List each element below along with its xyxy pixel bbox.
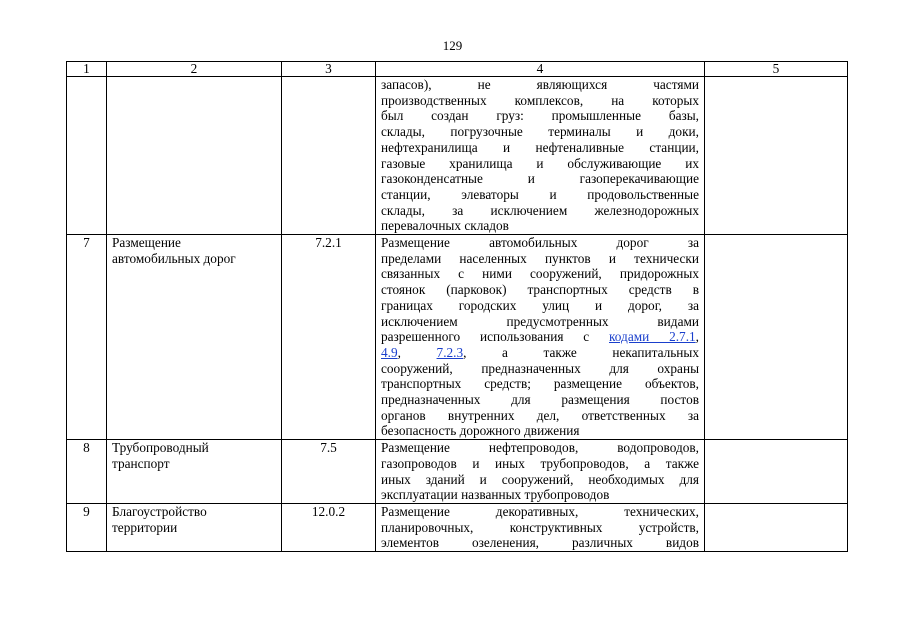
description-line: Размещение автомобильных дорог за <box>381 235 699 251</box>
column-header-4: 4 <box>376 62 705 77</box>
row-name <box>107 77 282 235</box>
row-name <box>107 440 282 504</box>
name-line: Трубопроводный <box>112 440 209 456</box>
link-code-4-9[interactable]: 4.9 <box>381 344 398 360</box>
name-line: автомобильных дорог <box>112 250 236 266</box>
description-line: газовые хранилища и обслуживающие их <box>381 155 699 171</box>
description-line: склады, погрузочные терминалы и доки, <box>381 124 699 140</box>
table-row <box>67 235 848 440</box>
description-line: производственных комплексов, на которых <box>381 92 699 108</box>
description-line: предназначенных для размещения постов <box>381 392 699 408</box>
description-line: запасов), не являющихся частями <box>381 77 699 92</box>
name-line: Размещение <box>112 235 181 251</box>
row-description <box>376 77 705 235</box>
description-line: станции, элеваторы и продовольственные <box>381 186 699 202</box>
name-line: Благоустройство <box>112 503 207 519</box>
table-row <box>67 503 848 551</box>
description-text: , а также некапитальных <box>463 344 699 360</box>
description-line: сооружений, предназначенных для охраны <box>381 360 699 376</box>
description-line: органов внутренних дел, ответственных за <box>381 407 699 423</box>
name-line: территории <box>112 519 178 535</box>
row-code: 12.0.2 <box>282 503 376 551</box>
description-line: связанных с ними сооружений, придорожных <box>381 266 699 282</box>
description-line: исключением предусмотренных видами <box>381 313 699 329</box>
row-note <box>705 440 848 504</box>
description-line <box>381 345 699 361</box>
table-header-row <box>67 62 848 77</box>
table-row <box>67 440 848 504</box>
row-note <box>705 77 848 235</box>
link-code-7-2-3[interactable]: 7.2.3 <box>436 344 464 360</box>
description-line: перевалочных складов <box>381 218 509 234</box>
row-code <box>282 77 376 235</box>
page-number: 129 <box>442 38 463 53</box>
row-number: 8 <box>67 440 107 504</box>
description-line: газоконденсатные и газоперекачивающие <box>381 171 699 187</box>
column-header-2: 2 <box>107 62 282 77</box>
description-line: Размещение декоративных, технических, <box>381 503 699 519</box>
description-line <box>381 329 699 345</box>
description-line: склады, за исключением железнодорожных <box>381 202 699 218</box>
row-description <box>376 503 705 551</box>
comma: , <box>397 344 401 360</box>
column-header-3: 3 <box>282 62 376 77</box>
land-use-table <box>66 61 848 552</box>
row-number: 7 <box>67 235 107 440</box>
row-code: 7.5 <box>282 440 376 504</box>
description-line: элементов озеленения, различных видов <box>381 535 699 551</box>
description-line: пределами населенных пунктов и технически <box>381 250 699 266</box>
description-line: планировочных, конструктивных устройств, <box>381 519 699 535</box>
description-line: газопроводов и иных трубопроводов, а также <box>381 455 699 471</box>
column-header-1: 1 <box>67 62 107 77</box>
description-line: границах городских улиц и дорог, за <box>381 297 699 313</box>
column-header-5: 5 <box>705 62 848 77</box>
description-line: стоянок (парковок) транспортных средств в <box>381 282 699 298</box>
row-name <box>107 503 282 551</box>
row-note <box>705 235 848 440</box>
table-row <box>67 77 848 235</box>
row-name <box>107 235 282 440</box>
description-line: транспортных средств; размещение объектов, <box>381 376 699 392</box>
row-description <box>376 440 705 504</box>
description-line: нефтехранилища и нефтеналивные станции, <box>381 139 699 155</box>
row-number <box>67 77 107 235</box>
row-number: 9 <box>67 503 107 551</box>
description-line: эксплуатации названных трубопроводов <box>381 487 610 503</box>
description-line: безопасность дорожного движения <box>381 423 580 439</box>
row-description <box>376 235 705 440</box>
description-text: разрешенного использования с <box>381 329 590 345</box>
link-codes-2-7-1[interactable]: кодами 2.7.1 <box>609 329 696 345</box>
row-code: 7.2.1 <box>282 235 376 440</box>
description-line: Размещение нефтепроводов, водопроводов, <box>381 440 699 456</box>
comma: , <box>695 329 699 345</box>
description-line: был создан груз: промышленные базы, <box>381 108 699 124</box>
row-note <box>705 503 848 551</box>
name-line: транспорт <box>112 455 170 471</box>
description-line: иных зданий и сооружений, необходимых для <box>381 471 699 487</box>
